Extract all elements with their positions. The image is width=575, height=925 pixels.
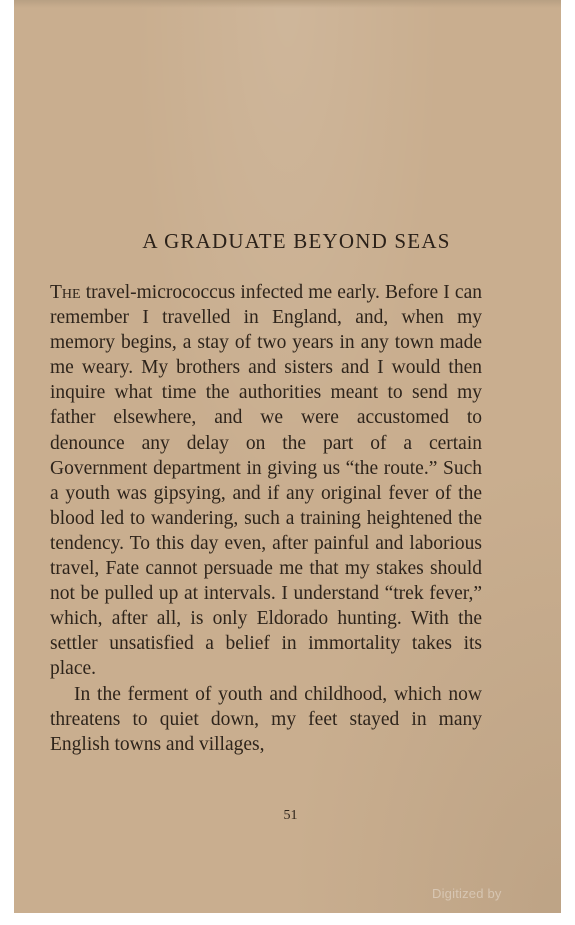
- paragraph-1: [50, 280, 482, 682]
- paragraph-1-text: travel-micrococcus infected me early. Before I can remember I travelled in England, and, when my memory begins, a stay of two years in any town made me weary. My brothers and sisters and I would then inquire what time the authorities meant to send my father elsewhere, and we were accustomed to denounce any delay on the part of a certain Government department in giving us “the route.” Such a youth was gipsying, and if any original fever of the blood led to wandering, such a training heightened the tendency. To this day even, after painful and laborious travel, Fate cannot persuade me that my stakes should not be pulled up at intervals. I understand “trek fever,” which, after all, is only Eldorado hunting. With the settler unsatisfied a belief in immortality takes its place.: [50, 282, 482, 680]
- chapter-body: [50, 280, 482, 757]
- book-page: [14, 0, 561, 913]
- drop-word: The: [50, 282, 81, 303]
- page-top-edge: [14, 0, 561, 8]
- chapter-title: A GRADUATE BEYOND SEAS: [142, 229, 451, 253]
- page-number: 51: [283, 808, 298, 823]
- paragraph-2: In the ferment of youth and childhood, which now threatens to quiet down, my feet stayed in many English towns and villages,: [50, 683, 482, 755]
- digitized-watermark: Digitized by: [432, 886, 502, 901]
